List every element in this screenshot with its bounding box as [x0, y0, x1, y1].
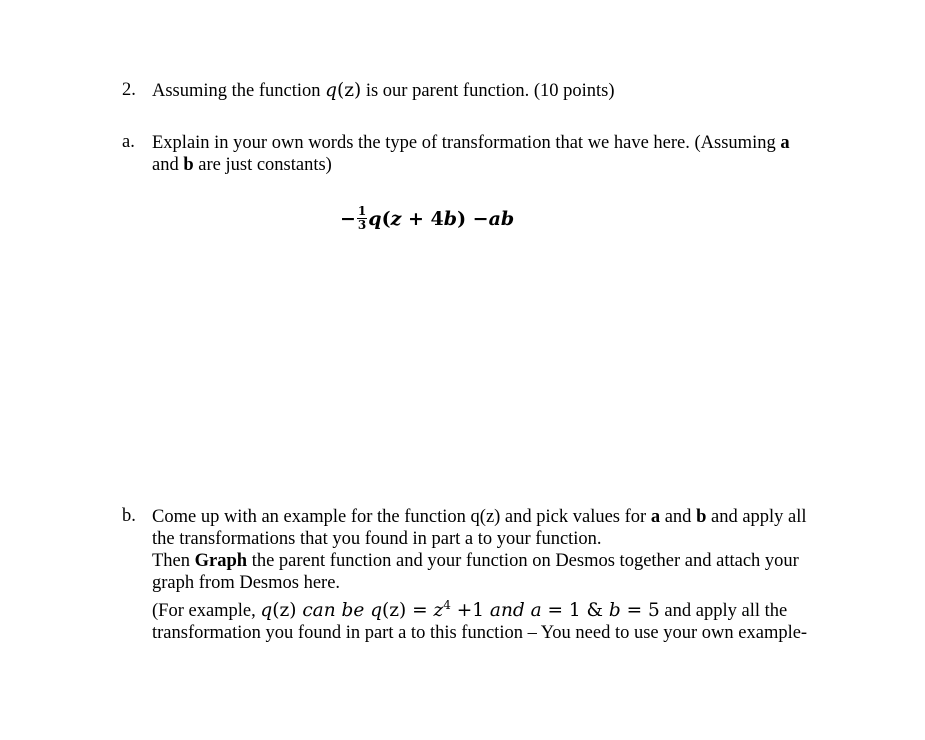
part-b-text [152, 506, 855, 644]
formula-b: b [443, 207, 458, 230]
formula-tail: ab [488, 207, 515, 230]
formula-variable: z [390, 207, 402, 230]
part-a-line-1 [152, 132, 855, 154]
part-b-line-4: graph from Desmos here. [152, 573, 341, 593]
parent-function-name: q [325, 80, 338, 101]
fraction-numerator: 1 [357, 204, 367, 218]
example-func-arg-2: (z) [382, 600, 407, 622]
formula-open-paren: ( [381, 207, 391, 230]
example-and: and [489, 600, 525, 622]
question-2-text-after: is our parent function. (10 points) [361, 81, 615, 101]
question-2 [122, 80, 855, 102]
part-b-line-1 [152, 506, 855, 528]
transformation-formula [340, 206, 514, 231]
example-can-be: can be [296, 600, 371, 622]
part-a-line-1-text: Explain in your own words the type of transformation that we have here. (Assuming [152, 133, 781, 153]
example-func-name-2: q [370, 600, 383, 622]
example-b-value: = 5 [620, 600, 660, 622]
example-equals: = [406, 600, 434, 622]
example-b: b [608, 600, 621, 622]
part-b-then: Then [152, 551, 195, 571]
formula-sign: − [340, 207, 356, 230]
formula-coefficient: 4 [430, 207, 444, 230]
part-b-and: and [660, 507, 697, 527]
example-exponent: 4 [443, 598, 451, 612]
part-a [122, 132, 855, 176]
part-a-line-2-text: are just constants) [193, 155, 332, 175]
example-func-arg: (z) [272, 600, 297, 622]
example-z: z [433, 600, 444, 622]
question-2-text-before: Assuming the function [152, 81, 326, 101]
constant-b-bold: b [183, 155, 194, 175]
example-plus-one: +1 [450, 600, 490, 622]
part-b-line-1-text: Come up with an example for the function q(z) and pick values for [152, 507, 651, 527]
example-func-name: q [260, 600, 273, 622]
part-b-line-6: transformation you found in part a to this function – You need to use your own example- [152, 623, 808, 644]
part-a-text [152, 132, 855, 176]
parent-function-arg: (z) [337, 80, 362, 101]
part-b-line-2: the transformations that you found in part a to your function. [152, 529, 602, 549]
part-b-bold-a: a [650, 507, 661, 527]
part-a-line-2 [152, 154, 855, 176]
fraction-denominator: 3 [357, 218, 367, 232]
part-b-line-3-text: the parent function and your function on Desmos together and attach your [247, 551, 799, 571]
constant-a-bold: a [780, 133, 790, 153]
part-b-line-5 [152, 594, 855, 622]
part-a-line-2-and: and [152, 155, 184, 175]
part-b-marker: b. [122, 506, 136, 526]
question-2-number: 2. [122, 80, 136, 100]
part-a-marker: a. [122, 132, 135, 152]
formula-function: q [368, 207, 382, 230]
formula-fraction [357, 206, 367, 231]
graph-bold: Graph [194, 551, 248, 571]
part-b-bold-b: b [696, 507, 707, 527]
example-a: a [524, 600, 542, 622]
part-b [122, 506, 855, 644]
question-2-text [152, 80, 855, 102]
part-b-line-1-tail: and apply all [706, 507, 807, 527]
example-a-value: = 1 & [541, 600, 609, 622]
formula-tail-sign: − [466, 207, 489, 230]
example-tail: and apply all the [659, 601, 788, 622]
formula-close-paren: ) [457, 207, 467, 230]
example-open: (For example, [152, 601, 261, 622]
formula-plus: + [401, 207, 431, 230]
part-b-line-3 [152, 550, 855, 572]
